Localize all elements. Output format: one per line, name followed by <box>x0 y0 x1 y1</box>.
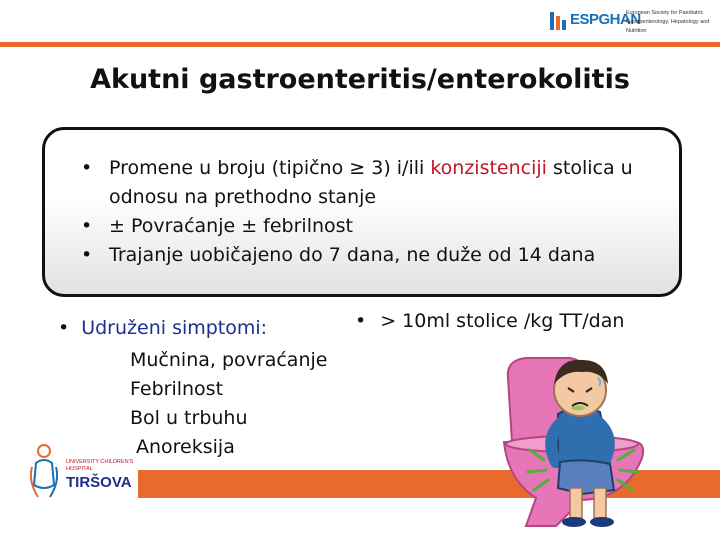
top-accent-bar <box>0 42 720 47</box>
definition-text: stolica u odnosu na prethodno stanje <box>109 157 633 208</box>
definition-item: • Trajanje uobičajeno do 7 dana, ne duže od 14 dana <box>81 241 659 270</box>
sick-child-toilet-illustration <box>486 330 674 530</box>
tirsova-logo-icon <box>26 437 144 517</box>
tirsova-logo-line2: HOSPITAL <box>66 466 93 472</box>
tirsova-logo-name: TIRŠOVA <box>66 474 132 491</box>
bullet: • <box>355 310 367 332</box>
slide-title: Akutni gastroenteritis/enterokolitis <box>90 64 630 95</box>
tirsova-logo-line1: UNIVERSITY CHILDREN'S <box>66 459 134 465</box>
definition-box <box>42 127 682 297</box>
associated-heading-text: Udruženi simptomi: <box>81 317 268 339</box>
associated-symptoms-list <box>130 346 327 462</box>
definition-item <box>81 154 659 212</box>
espghan-org-name: European Society for Paediatric Gastroenterology, Hepatology and Nutrition <box>626 10 710 34</box>
associated-symptoms-heading <box>58 317 267 339</box>
definition-text: Promene u broju (tipično ≥ 3) i/ili <box>109 157 431 179</box>
bullet: • <box>58 317 70 339</box>
symptom-item: Mučnina, povraćanje <box>130 349 328 371</box>
symptom-item: Febrilnost <box>130 378 224 400</box>
highlight-term: konzistenciji <box>430 157 547 179</box>
symptom-item: Bol u trbuhu <box>130 407 248 429</box>
espghan-logo <box>548 6 708 40</box>
definition-item: • ± Povraćanje ± febrilnost <box>81 212 659 241</box>
stool-note-text: > 10ml stolice /kg TT/dan <box>380 310 625 332</box>
definition-list <box>45 130 679 270</box>
symptom-item: Anoreksija <box>136 436 235 458</box>
stool-volume-note <box>355 310 624 332</box>
espghan-logo-icon <box>548 10 568 32</box>
espghan-wordmark: ESPGHAN <box>570 11 641 28</box>
